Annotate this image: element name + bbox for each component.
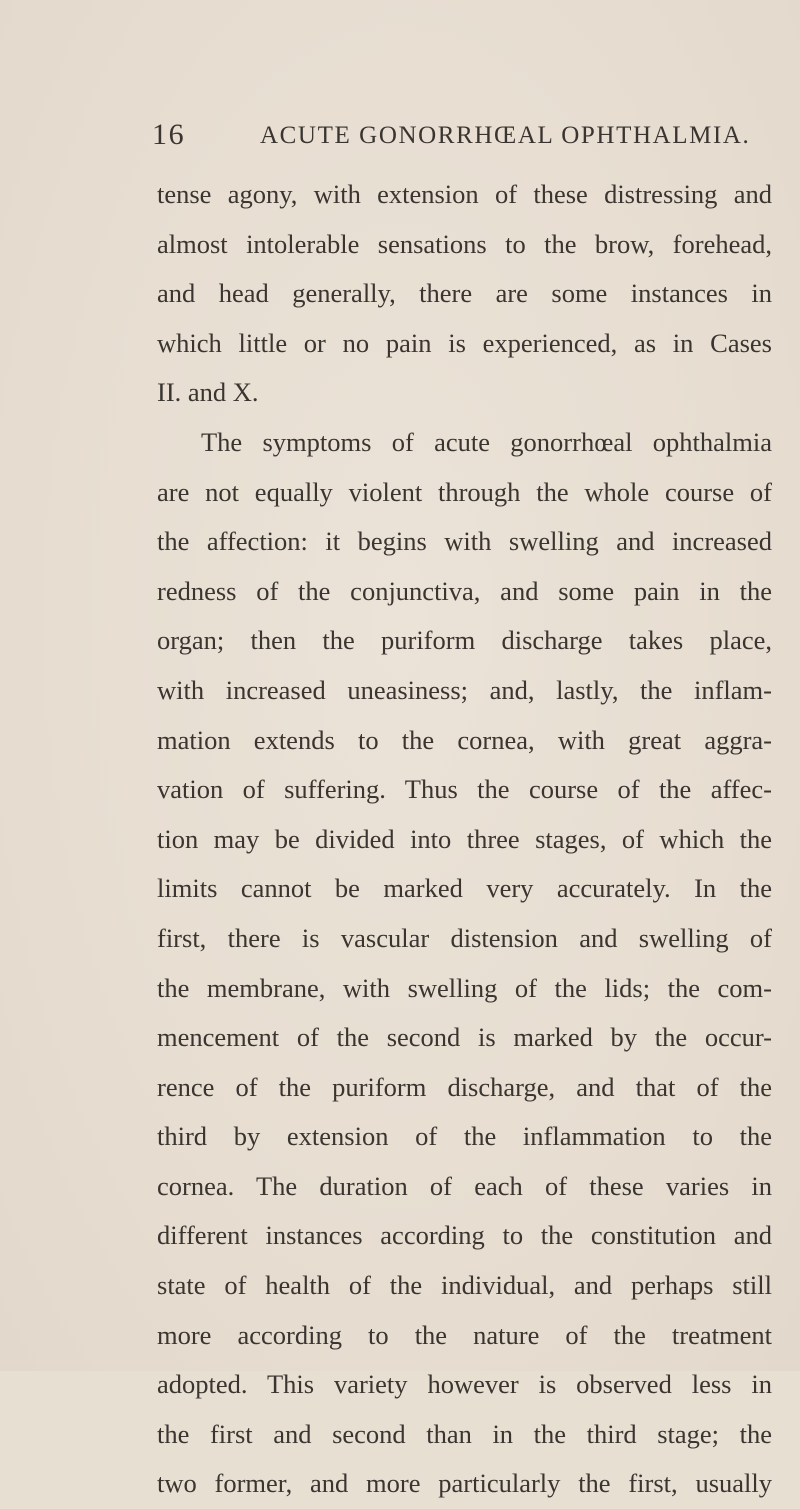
text-line: vation of suffering. Thus the course of the affec- [157,774,772,805]
text-line: organ; then the puriform discharge takes place, [157,625,772,656]
text-line: cornea. The duration of each of these varies in [157,1170,772,1201]
text-line: are not equally violent through the whole course of [157,476,772,507]
running-head [152,118,772,158]
text-line: state of health of the individual, and perhaps still [157,1270,772,1301]
text-line: II. and X. [157,377,259,408]
text-line: and head generally, there are some instances in [157,278,772,309]
running-title: ACUTE GONORRHŒAL OPHTHALMIA. [260,122,751,149]
text-line: The symptoms of acute gonorrhœal ophthalmia [201,426,772,457]
text-line: adopted. This variety however is observed less in [157,1369,772,1400]
text-line: rence of the puriform discharge, and that of the [157,1071,772,1102]
text-line: limits cannot be marked very accurately. In the [157,873,772,904]
text-line: first, there is vascular distension and swelling of [157,922,772,953]
text-line: the first and second than in the third stage; the [157,1418,772,1449]
text-line: the affection: it begins with swelling and increased [157,526,772,557]
text-line: which little or no pain is experienced, as in Cases [157,327,772,358]
text-line: tense agony, with extension of these distressing and [157,179,772,209]
text-line: mencement of the second is marked by the occur- [157,1022,772,1053]
text-line: third by extension of the inflammation to the [157,1121,772,1152]
text-line: mation extends to the cornea, with great aggra- [157,724,772,755]
paragraph [157,418,772,1509]
text-line: tion may be divided into three stages, of which the [157,823,772,854]
text-line: more according to the nature of the treatment [157,1319,772,1350]
text-line: redness of the conjunctiva, and some pain in the [157,575,772,606]
text-line: two former, and more particularly the first, usually [157,1468,772,1499]
text-line: with increased uneasiness; and, lastly, the inflam- [157,674,772,705]
text-line: different instances according to the constitution and [157,1220,772,1251]
text-line: the membrane, with swelling of the lids; the com- [157,972,772,1003]
text-line: almost intolerable sensations to the brow, forehead, [157,228,772,259]
body-text [157,170,772,1509]
page-number: 16 [152,118,186,151]
paragraph [157,170,772,418]
